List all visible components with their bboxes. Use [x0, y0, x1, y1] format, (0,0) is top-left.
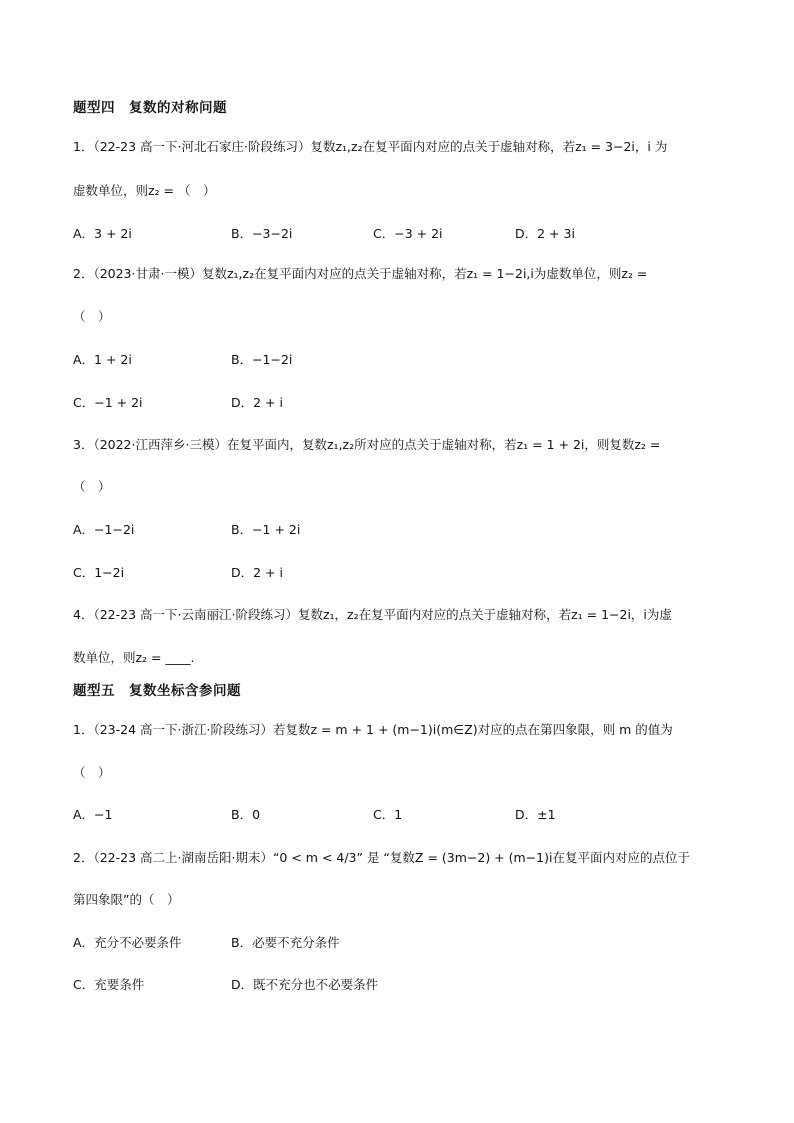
option-5-1-a: A．−1 — [73, 807, 113, 822]
option-4-1-d: D．2 + 3i — [515, 226, 575, 241]
question-4-3-line1: 3．（2022·江西萍乡·三模）在复平面内，复数z₁,z₂所对应的点关于虚轴对称，若z₁ = 1 + 2i，则复数z₂ = — [73, 437, 661, 452]
option-5-2-b: B．必要不充分条件 — [231, 935, 340, 950]
question-4-1-line1: 1．（22-23 高一下·河北石家庄·阶段练习）复数z₁,z₂在复平面内对应的点关于虚轴对称，若z₁ = 3−2i，i 为 — [73, 139, 668, 154]
option-5-1-b: B．0 — [231, 807, 261, 822]
option-4-3-a: A．−1−2i — [73, 522, 135, 537]
question-4-1-line2: 虚数单位，则z₂ = （ ） — [73, 183, 216, 198]
option-4-3-c: C．1−2i — [73, 565, 125, 580]
section-title-5: 题型五 复数坐标含参问题 — [73, 683, 241, 699]
section-title-4: 题型四 复数的对称问题 — [73, 100, 227, 116]
option-5-2-c: C．充要条件 — [73, 977, 145, 992]
option-4-2-c: C．−1 + 2i — [73, 395, 143, 410]
question-4-2-line1: 2．（2023·甘肃·一模）复数z₁,z₂在复平面内对应的点关于虚轴对称，若z₁ = 1−2i,i为虚数单位，则z₂ = — [73, 266, 648, 281]
question-5-2-line1: 2．（22-23 高二上·湖南岳阳·期末）“0 < m < 4/3” 是 “复数Z = (3m−2) + (m−1)i在复平面内对应的点位于 — [73, 850, 690, 865]
question-4-2-line2: （ ） — [73, 309, 111, 324]
question-5-1-line1: 1．（23-24 高一下·浙江·阶段练习）若复数z = m + 1 + (m−1)i(m∈Z)对应的点在第四象限，则 m 的值为 — [73, 722, 673, 737]
option-4-3-b: B．−1 + 2i — [231, 522, 301, 537]
option-4-1-c: C．−3 + 2i — [373, 226, 443, 241]
option-4-2-a: A．1 + 2i — [73, 352, 132, 367]
option-5-1-c: C．1 — [373, 807, 403, 822]
option-4-1-b: B．−3−2i — [231, 226, 293, 241]
question-5-2-line2: 第四象限”的（ ） — [73, 892, 180, 907]
question-5-1-line2: （ ） — [73, 765, 111, 780]
option-4-3-d: D．2 + i — [231, 565, 283, 580]
question-4-3-line2: （ ） — [73, 479, 111, 494]
option-5-1-d: D．±1 — [515, 807, 556, 822]
question-4-4-line2: 数单位，则z₂ = ____. — [73, 650, 195, 665]
option-5-2-a: A．充分不必要条件 — [73, 935, 182, 950]
option-4-1-a: A．3 + 2i — [73, 226, 132, 241]
option-4-2-b: B．−1−2i — [231, 352, 293, 367]
option-4-2-d: D．2 + i — [231, 395, 283, 410]
question-4-4-line1: 4．（22-23 高一下·云南丽江·阶段练习）复数z₁，z₂在复平面内对应的点关于虚轴对称，若z₁ = 1−2i，i为虚 — [73, 607, 672, 622]
option-5-2-d: D．既不充分也不必要条件 — [231, 977, 379, 992]
